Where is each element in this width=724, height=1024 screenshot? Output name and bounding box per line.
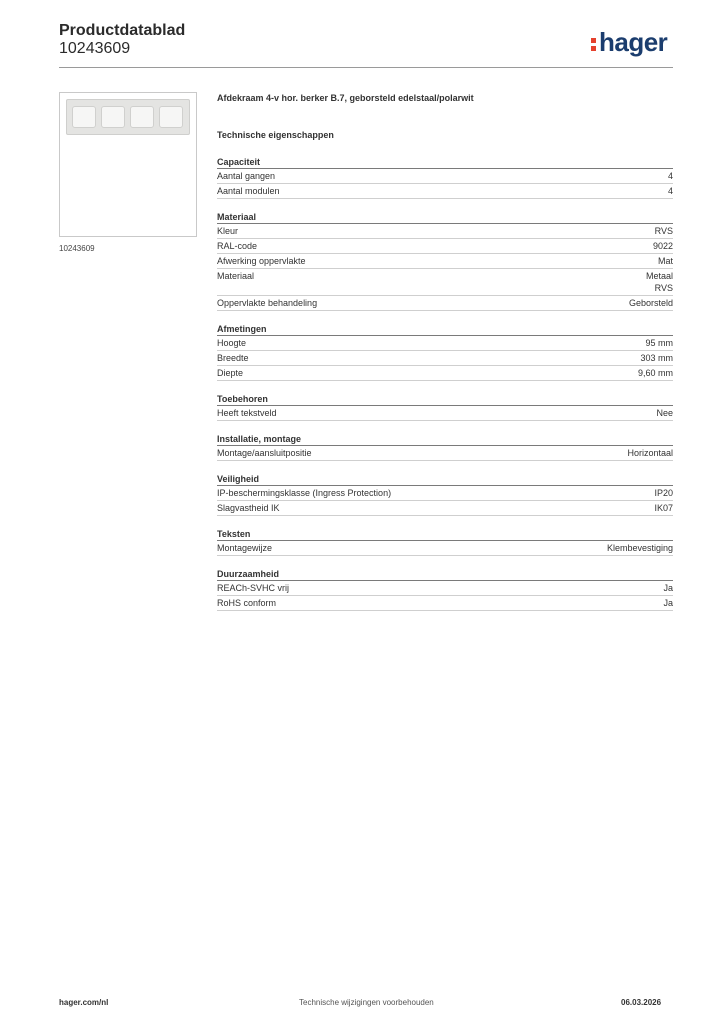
spec-label: Afwerking oppervlakte [217,256,306,266]
spec-value: RVS [654,283,673,293]
spec-label: RoHS conform [217,598,277,608]
spec-section [217,156,673,199]
spec-values [645,337,673,349]
spec-row [217,296,673,311]
spec-label: Montagewijze [217,543,273,553]
spec-row [217,239,673,254]
spec-label: Materiaal [217,271,255,281]
frame-cell-4 [159,106,183,128]
spec-row [217,254,673,269]
spec-value: Mat [657,256,673,266]
product-name: Afdekraam 4-v hor. berker B.7, geborsteld edelstaal/polarwit [217,93,474,103]
frame-cell-2 [101,106,125,128]
spec-section [217,568,673,611]
spec-label: Diepte [217,368,244,378]
spec-label: Oppervlakte behandeling [217,298,318,308]
spec-section [217,323,673,381]
header-divider [59,67,673,68]
spec-section [217,528,673,556]
spec-row [217,269,673,296]
spec-values [658,255,673,267]
spec-label: Breedte [217,353,249,363]
spec-values [663,597,673,609]
spec-sections [217,156,673,611]
spec-value: Ja [663,583,673,593]
spec-value: Ja [663,598,673,608]
logo-text: hager [599,27,668,57]
spec-values [656,407,673,419]
spec-value: RVS [654,226,673,236]
spec-values [654,502,673,514]
spec-value: Nee [656,408,673,418]
spec-values [655,225,673,237]
spec-section [217,393,673,421]
spec-row [217,446,673,461]
spec-value: 303 mm [640,353,673,363]
frame-cell-1 [72,106,96,128]
spec-label: Slagvastheid IK [217,503,280,513]
spec-label: RAL-code [217,241,258,251]
cover-frame-icon [66,99,190,135]
spec-value: Horizontaal [627,448,673,458]
spec-values [668,170,673,182]
spec-label: Heeft tekstveld [217,408,277,418]
spec-row [217,169,673,184]
spec-value: 95 mm [645,338,673,348]
document-title: Productdatablad [59,22,186,39]
section-title: Afmetingen [217,323,673,336]
footer-website: hager.com/nl [59,998,109,1007]
section-title: Capaciteit [217,156,673,169]
spec-value: 4 [667,171,673,181]
section-title: Teksten [217,528,673,541]
hager-logo [591,27,667,57]
spec-value: Metaal [645,271,673,281]
spec-row [217,336,673,351]
section-title: Installatie, montage [217,433,673,446]
spec-row [217,366,673,381]
spec-row [217,581,673,596]
footer-notice: Technische wijzigingen voorbehouden [299,998,434,1007]
spec-value: 9022 [652,241,673,251]
spec-section [217,211,673,311]
spec-row [217,501,673,516]
spec-row [217,541,673,556]
spec-value: 9,60 mm [637,368,673,378]
section-title: Duurzaamheid [217,568,673,581]
frame-cell-3 [130,106,154,128]
spec-label: REACh-SVHC vrij [217,583,290,593]
spec-value: IP20 [654,488,673,498]
section-title: Toebehoren [217,393,673,406]
spec-values [627,447,673,459]
product-image [59,92,197,237]
spec-values [607,542,673,554]
spec-row [217,184,673,199]
spec-section [217,473,673,516]
section-title: Materiaal [217,211,673,224]
spec-value: IK07 [654,503,673,513]
spec-values [668,185,673,197]
spec-label: Montage/aansluitpositie [217,448,312,458]
spec-label: Hoogte [217,338,247,348]
product-content [217,92,673,623]
spec-values [653,240,673,252]
spec-value: Klembevestiging [606,543,673,553]
spec-values [629,297,673,309]
spec-label: Kleur [217,226,239,236]
spec-values [640,352,673,364]
spec-row [217,224,673,239]
spec-row [217,351,673,366]
footer-date: 06.03.2026 [621,998,662,1007]
spec-section [217,433,673,461]
spec-label: Aantal gangen [217,171,276,181]
section-title: Veiligheid [217,473,673,486]
spec-values [654,487,673,499]
spec-values [638,367,673,379]
spec-values [663,582,673,594]
spec-row [217,406,673,421]
image-caption: 10243609 [59,244,95,253]
spec-value: 4 [667,186,673,196]
spec-label: Aantal modulen [217,186,280,196]
logo-dots-icon [591,36,596,52]
spec-value: Geborsteld [628,298,673,308]
spec-row [217,596,673,611]
spec-row [217,486,673,501]
spec-values [646,270,673,294]
tech-properties-heading: Technische eigenschappen [217,130,334,140]
document-number: 10243609 [59,40,131,57]
spec-label: IP-beschermingsklasse (Ingress Protection) [217,488,392,498]
